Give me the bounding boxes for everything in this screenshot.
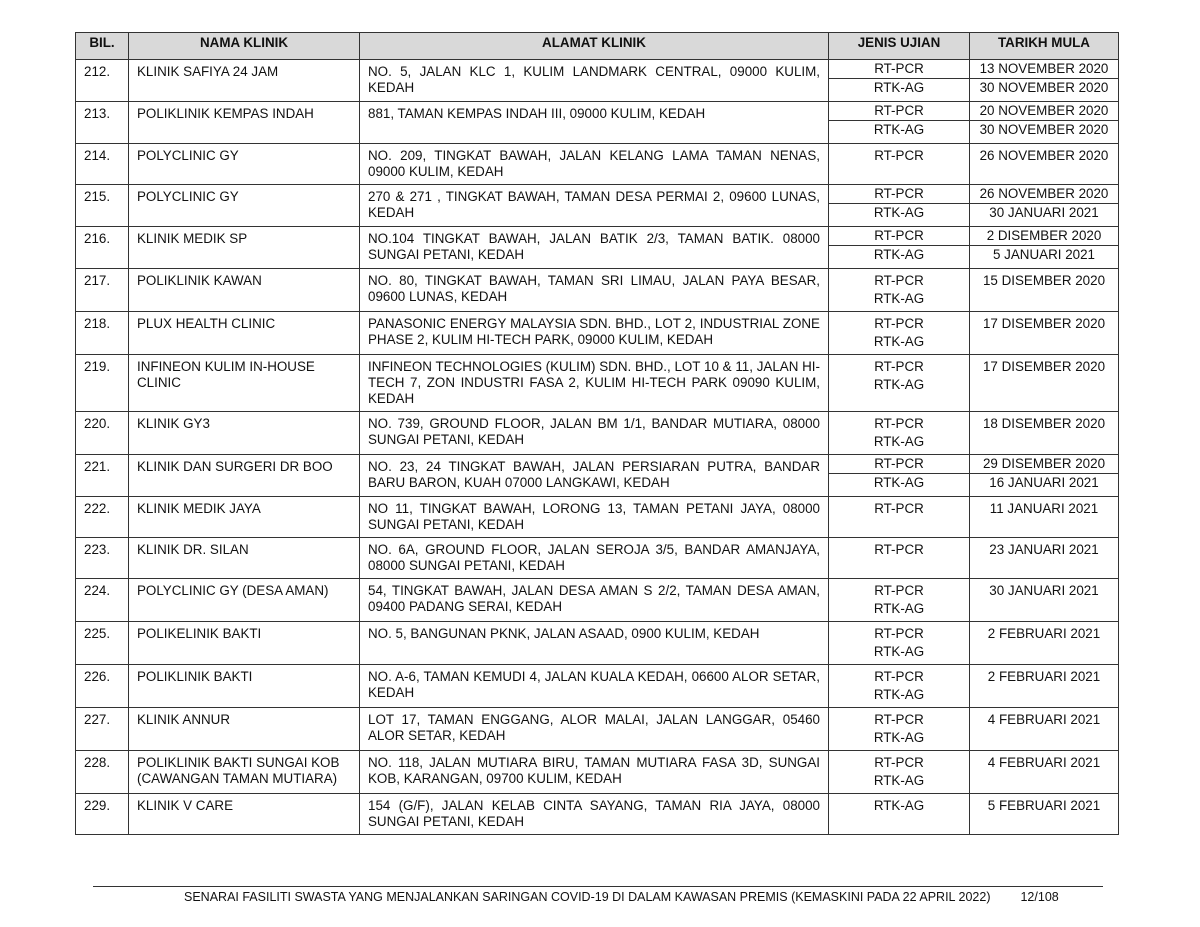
start-date: 5 JANUARI 2021 — [970, 245, 1118, 264]
row-number: 229. — [76, 794, 129, 835]
clinic-name: POLIKLINIK KEMPAS INDAH — [129, 102, 360, 144]
table-row — [76, 665, 1119, 708]
row-number: 224. — [76, 579, 129, 622]
table-row — [76, 751, 1119, 794]
test-type: RTK-AG — [873, 644, 925, 659]
row-number: 227. — [76, 708, 129, 751]
test-type: RT-PCR — [874, 186, 924, 201]
start-date-cell — [970, 538, 1119, 579]
clinic-name: KLINIK DAN SURGERI DR BOO — [129, 455, 360, 497]
start-date-cell — [970, 269, 1119, 312]
start-date: 4 FEBRUARI 2021 — [987, 712, 1101, 727]
clinic-address: NO. 6A, GROUND FLOOR, JALAN SEROJA 3/5, BANDAR AMANJAYA, 08000 SUNGAI PETANI, KEDAH — [360, 538, 829, 579]
clinic-name: KLINIK V CARE — [129, 794, 360, 835]
test-type: RT-PCR — [874, 316, 924, 331]
row-number: 212. — [76, 60, 129, 102]
clinic-name: KLINIK ANNUR — [129, 708, 360, 751]
test-type: RT-PCR — [874, 626, 924, 641]
test-type: RTK-AG — [873, 730, 925, 745]
start-date: 17 DISEMBER 2020 — [982, 316, 1106, 331]
clinic-address: PANASONIC ENERGY MALAYSIA SDN. BHD., LOT 2, INDUSTRIAL ZONE PHASE 2, KULIM HI-TECH PARK, 09000 KULIM, KEDAH — [360, 312, 829, 355]
test-type: RTK-AG — [873, 291, 925, 306]
test-type: RTK-AG — [873, 334, 925, 349]
test-type: RTK-AG — [829, 120, 969, 139]
clinic-name: POLIKLINIK BAKTI — [129, 665, 360, 708]
start-date-cell — [970, 708, 1119, 751]
start-date: 2 DISEMBER 2020 — [986, 228, 1102, 243]
test-type-cell — [829, 312, 970, 355]
clinic-address: NO. 209, TINGKAT BAWAH, JALAN KELANG LAMA TAMAN NENAS, 09000 KULIM, KEDAH — [360, 144, 829, 185]
test-type: RTK-AG — [829, 78, 969, 97]
start-date: 16 JANUARI 2021 — [970, 473, 1118, 492]
start-date-cell — [970, 185, 1119, 227]
table-row — [76, 708, 1119, 751]
start-date: 30 NOVEMBER 2020 — [970, 120, 1118, 139]
clinic-name: POLIKELINIK BAKTI — [129, 622, 360, 665]
start-date: 13 NOVEMBER 2020 — [979, 61, 1109, 76]
start-date: 29 DISEMBER 2020 — [982, 456, 1106, 471]
test-type: RT-PCR — [874, 501, 924, 516]
start-date-cell — [970, 455, 1119, 497]
test-type: RT-PCR — [874, 583, 924, 598]
start-date: 26 NOVEMBER 2020 — [979, 148, 1109, 163]
clinic-address: NO. 739, GROUND FLOOR, JALAN BM 1/1, BANDAR MUTIARA, 08000 SUNGAI PETANI, KEDAH — [360, 412, 829, 455]
header-tarikh-mula: TARIKH MULA — [970, 33, 1119, 60]
start-date-cell — [970, 665, 1119, 708]
row-number: 225. — [76, 622, 129, 665]
test-type-cell — [829, 412, 970, 455]
clinic-name: KLINIK GY3 — [129, 412, 360, 455]
clinic-address: NO. A-6, TAMAN KEMUDI 4, JALAN KUALA KEDAH, 06600 ALOR SETAR, KEDAH — [360, 665, 829, 708]
start-date-cell — [970, 622, 1119, 665]
page-footer — [184, 890, 1059, 904]
start-date: 26 NOVEMBER 2020 — [979, 186, 1109, 201]
test-type: RT-PCR — [874, 542, 924, 557]
footer-divider — [93, 886, 1103, 887]
test-type: RTK-AG — [829, 203, 969, 222]
start-date-cell — [970, 751, 1119, 794]
table-row — [76, 412, 1119, 455]
clinic-name: KLINIK MEDIK SP — [129, 227, 360, 269]
table-row — [76, 185, 1119, 227]
clinic-address: NO. 5, BANGUNAN PKNK, JALAN ASAAD, 0900 KULIM, KEDAH — [360, 622, 829, 665]
start-date: 18 DISEMBER 2020 — [982, 416, 1106, 431]
test-type: RT-PCR — [874, 61, 924, 76]
start-date: 20 NOVEMBER 2020 — [979, 103, 1109, 118]
test-type: RT-PCR — [874, 273, 924, 288]
start-date-cell — [970, 412, 1119, 455]
start-date: 11 JANUARI 2021 — [989, 501, 1099, 516]
clinic-name: POLYCLINIC GY — [129, 144, 360, 185]
test-type: RT-PCR — [874, 416, 924, 431]
row-number: 221. — [76, 455, 129, 497]
table-row — [76, 538, 1119, 579]
start-date: 30 JANUARI 2021 — [989, 583, 1099, 598]
row-number: 215. — [76, 185, 129, 227]
row-number: 216. — [76, 227, 129, 269]
test-type: RT-PCR — [874, 755, 924, 770]
test-type-cell — [829, 227, 970, 269]
start-date: 15 DISEMBER 2020 — [982, 273, 1106, 288]
header-nama-klinik: NAMA KLINIK — [129, 33, 360, 60]
row-number: 218. — [76, 312, 129, 355]
test-type: RT-PCR — [874, 228, 924, 243]
table-row — [76, 622, 1119, 665]
clinic-name: KLINIK DR. SILAN — [129, 538, 360, 579]
table-row — [76, 144, 1119, 185]
clinic-name: POLYCLINIC GY — [129, 185, 360, 227]
table-row — [76, 269, 1119, 312]
clinic-address: LOT 17, TAMAN ENGGANG, ALOR MALAI, JALAN LANGGAR, 05460 ALOR SETAR, KEDAH — [360, 708, 829, 751]
start-date: 23 JANUARI 2021 — [989, 542, 1099, 557]
test-type-cell — [829, 455, 970, 497]
start-date: 4 FEBRUARI 2021 — [987, 755, 1101, 770]
test-type: RTK-AG — [829, 245, 969, 264]
test-type: RT-PCR — [874, 359, 924, 374]
start-date-cell — [970, 312, 1119, 355]
row-number: 217. — [76, 269, 129, 312]
table-row — [76, 227, 1119, 269]
test-type-cell — [829, 102, 970, 144]
row-number: 223. — [76, 538, 129, 579]
row-number: 226. — [76, 665, 129, 708]
test-type-cell — [829, 60, 970, 102]
test-type: RT-PCR — [874, 712, 924, 727]
start-date-cell — [970, 794, 1119, 835]
clinic-name: POLYCLINIC GY (DESA AMAN) — [129, 579, 360, 622]
row-number: 213. — [76, 102, 129, 144]
test-type: RT-PCR — [874, 103, 924, 118]
test-type: RTK-AG — [873, 377, 925, 392]
clinic-address: 881, TAMAN KEMPAS INDAH III, 09000 KULIM, KEDAH — [360, 102, 829, 144]
test-type: RT-PCR — [874, 669, 924, 684]
header-bil: BIL. — [76, 33, 129, 60]
page-number: 12/108 — [1020, 890, 1059, 904]
start-date-cell — [970, 497, 1119, 538]
table-row — [76, 312, 1119, 355]
start-date-cell — [970, 227, 1119, 269]
footer-title: SENARAI FASILITI SWASTA YANG MENJALANKAN SARINGAN COVID-19 DI DALAM KAWASAN PREMIS (KEMASKINI PADA 22 APRIL 2022) — [184, 890, 991, 904]
test-type-cell — [829, 355, 970, 412]
row-number: 214. — [76, 144, 129, 185]
test-type: RTK-AG — [873, 434, 925, 449]
start-date: 2 FEBRUARI 2021 — [987, 626, 1101, 641]
start-date: 17 DISEMBER 2020 — [982, 359, 1106, 374]
table-row — [76, 60, 1119, 102]
clinic-table — [75, 32, 1119, 835]
start-date-cell — [970, 144, 1119, 185]
table-row — [76, 102, 1119, 144]
test-type-cell — [829, 622, 970, 665]
start-date-cell — [970, 102, 1119, 144]
test-type-cell — [829, 579, 970, 622]
table-row — [76, 794, 1119, 835]
clinic-name: POLIKLINIK BAKTI SUNGAI KOB (CAWANGAN TAMAN MUTIARA) — [129, 751, 360, 794]
test-type: RTK-AG — [873, 798, 925, 813]
clinic-address: NO.104 TINGKAT BAWAH, JALAN BATIK 2/3, TAMAN BATIK. 08000 SUNGAI PETANI, KEDAH — [360, 227, 829, 269]
start-date: 30 NOVEMBER 2020 — [970, 78, 1118, 97]
header-jenis-ujian: JENIS UJIAN — [829, 33, 970, 60]
clinic-address: 270 & 271 , TINGKAT BAWAH, TAMAN DESA PERMAI 2, 09600 LUNAS, KEDAH — [360, 185, 829, 227]
table-row — [76, 579, 1119, 622]
test-type-cell — [829, 794, 970, 835]
clinic-name: INFINEON KULIM IN-HOUSE CLINIC — [129, 355, 360, 412]
clinic-name: PLUX HEALTH CLINIC — [129, 312, 360, 355]
test-type-cell — [829, 185, 970, 227]
clinic-address: 54, TINGKAT BAWAH, JALAN DESA AMAN S 2/2, TAMAN DESA AMAN, 09400 PADANG SERAI, KEDAH — [360, 579, 829, 622]
test-type-cell — [829, 497, 970, 538]
test-type-cell — [829, 751, 970, 794]
start-date: 5 FEBRUARI 2021 — [987, 798, 1101, 813]
start-date-cell — [970, 60, 1119, 102]
start-date-cell — [970, 355, 1119, 412]
row-number: 220. — [76, 412, 129, 455]
test-type: RT-PCR — [874, 456, 924, 471]
table-row — [76, 497, 1119, 538]
clinic-address: NO. 5, JALAN KLC 1, KULIM LANDMARK CENTRAL, 09000 KULIM, KEDAH — [360, 60, 829, 102]
clinic-name: KLINIK SAFIYA 24 JAM — [129, 60, 360, 102]
test-type-cell — [829, 665, 970, 708]
test-type-cell — [829, 144, 970, 185]
test-type-cell — [829, 708, 970, 751]
clinic-address: NO. 118, JALAN MUTIARA BIRU, TAMAN MUTIARA FASA 3D, SUNGAI KOB, KARANGAN, 09700 KULIM, KEDAH — [360, 751, 829, 794]
clinic-address: 154 (G/F), JALAN KELAB CINTA SAYANG, TAMAN RIA JAYA, 08000 SUNGAI PETANI, KEDAH — [360, 794, 829, 835]
start-date-cell — [970, 579, 1119, 622]
clinic-address: INFINEON TECHNOLOGIES (KULIM) SDN. BHD., LOT 10 & 11, JALAN HI-TECH 7, ZON INDUSTRI FASA 2, KULIM HI-TECH PARK 09090 KULIM, KEDAH — [360, 355, 829, 412]
start-date: 2 FEBRUARI 2021 — [987, 669, 1101, 684]
clinic-address: NO. 23, 24 TINGKAT BAWAH, JALAN PERSIARAN PUTRA, BANDAR BARU BARON, KUAH 07000 LANGKAWI, KEDAH — [360, 455, 829, 497]
table-row — [76, 355, 1119, 412]
test-type-cell — [829, 538, 970, 579]
test-type: RTK-AG — [873, 601, 925, 616]
row-number: 219. — [76, 355, 129, 412]
clinic-name: KLINIK MEDIK JAYA — [129, 497, 360, 538]
clinic-address: NO 11, TINGKAT BAWAH, LORONG 13, TAMAN PETANI JAYA, 08000 SUNGAI PETANI, KEDAH — [360, 497, 829, 538]
start-date: 30 JANUARI 2021 — [970, 203, 1118, 222]
test-type: RTK-AG — [829, 473, 969, 492]
header-alamat-klinik: ALAMAT KLINIK — [360, 33, 829, 60]
test-type: RT-PCR — [874, 148, 924, 163]
table-header-row — [76, 33, 1119, 60]
test-type-cell — [829, 269, 970, 312]
table-body — [76, 60, 1119, 835]
test-type: RTK-AG — [873, 773, 925, 788]
row-number: 222. — [76, 497, 129, 538]
table-row — [76, 455, 1119, 497]
row-number: 228. — [76, 751, 129, 794]
clinic-name: POLIKLINIK KAWAN — [129, 269, 360, 312]
clinic-address: NO. 80, TINGKAT BAWAH, TAMAN SRI LIMAU, JALAN PAYA BESAR, 09600 LUNAS, KEDAH — [360, 269, 829, 312]
test-type: RTK-AG — [873, 687, 925, 702]
